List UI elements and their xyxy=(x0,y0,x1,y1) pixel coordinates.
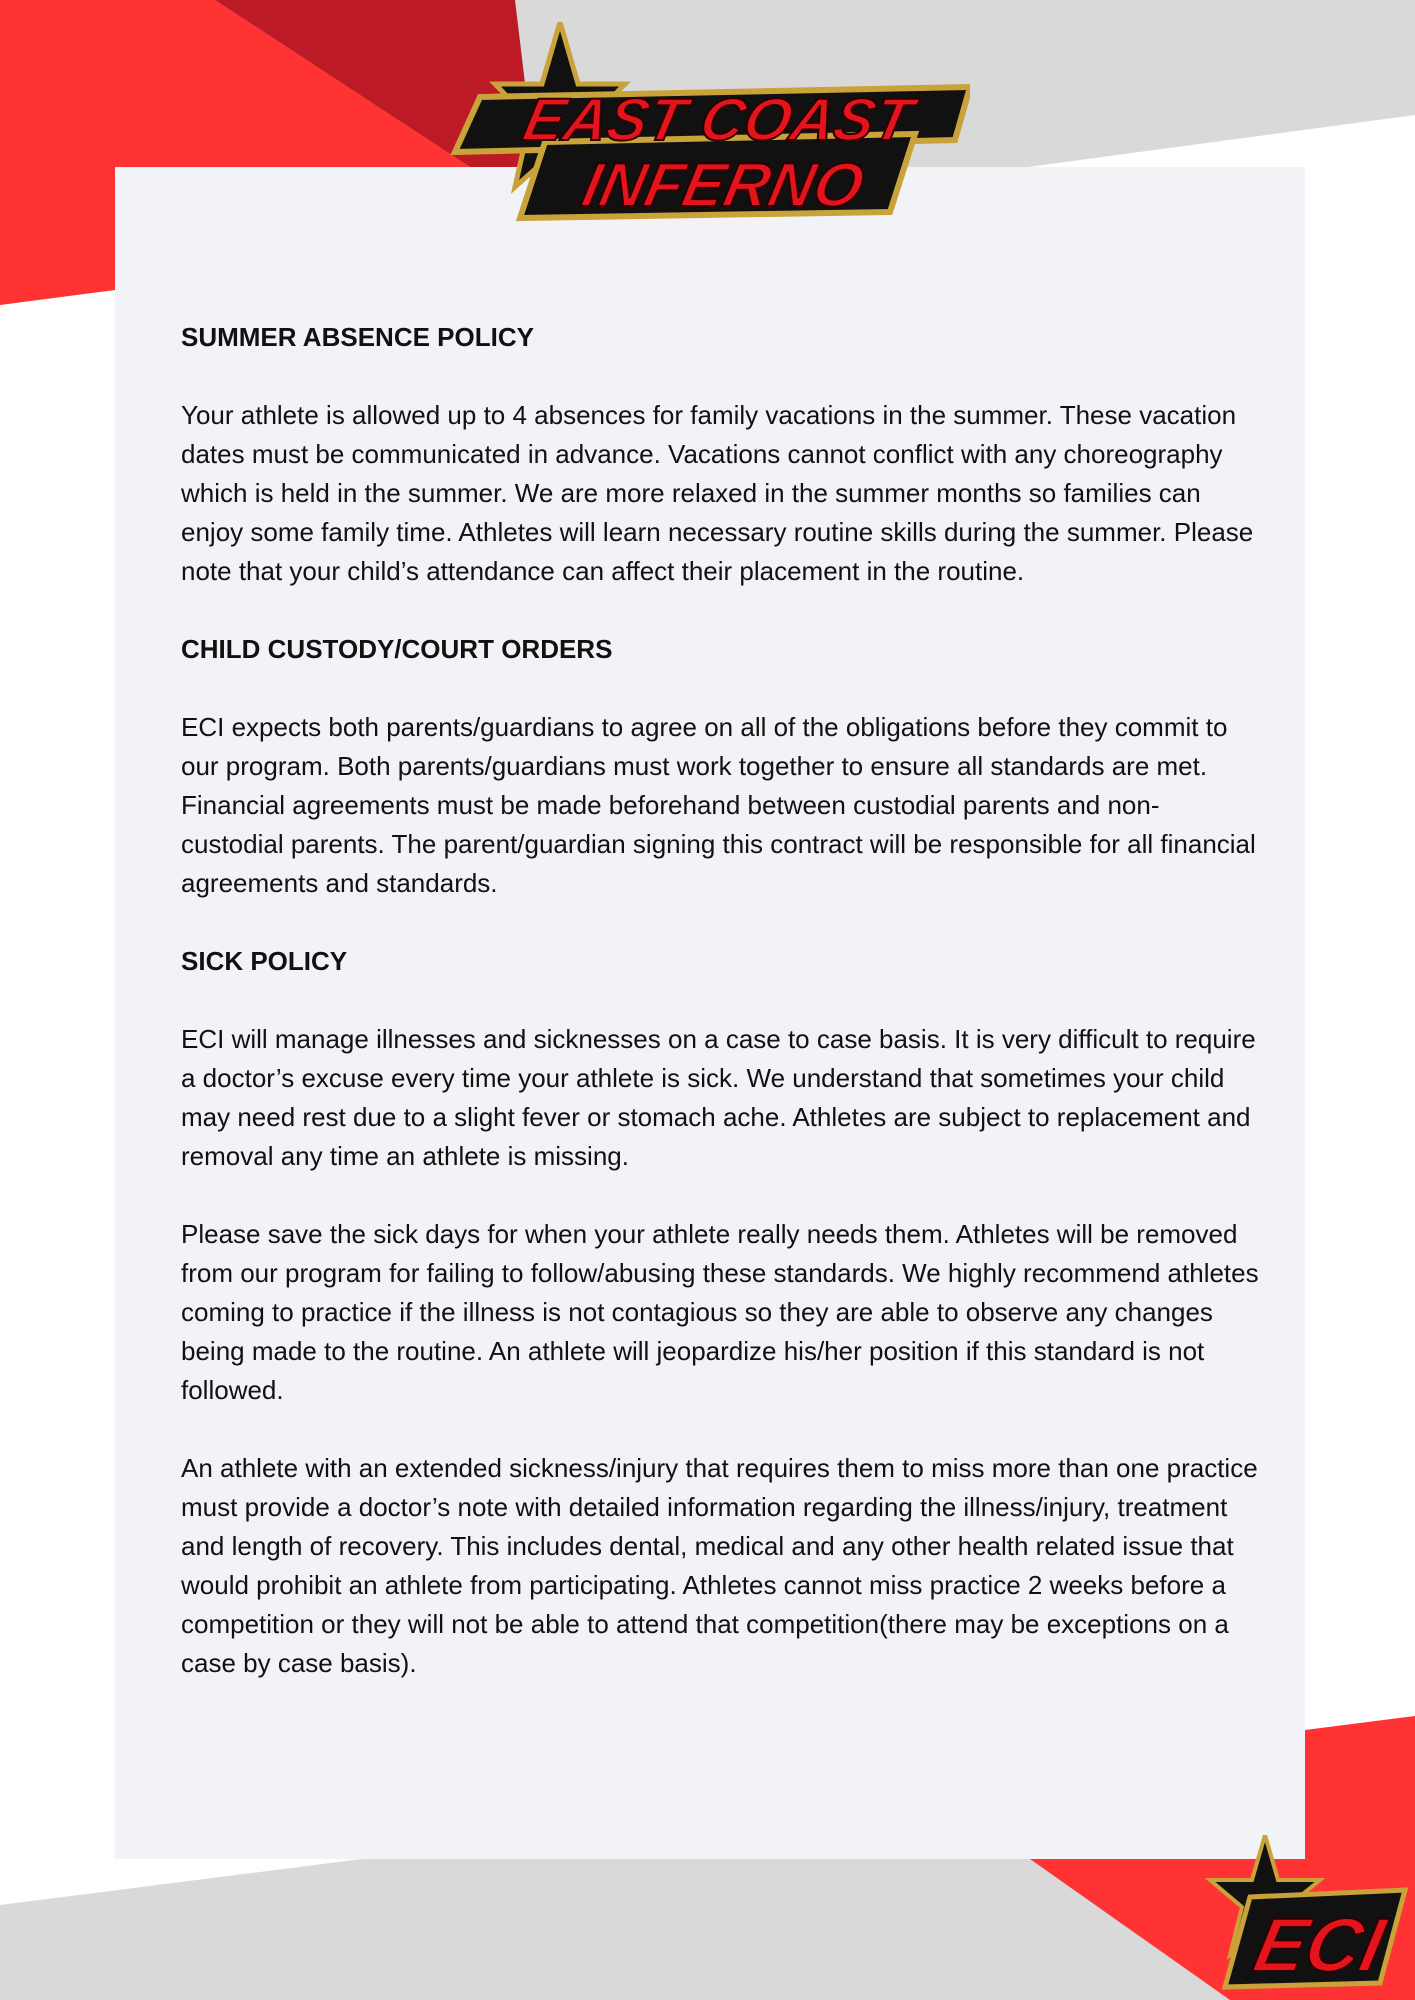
section-heading: CHILD CUSTODY/COURT ORDERS xyxy=(181,634,613,664)
section-sick-policy xyxy=(181,942,1261,1683)
eci-logo xyxy=(1190,1835,1410,1995)
policy-content xyxy=(181,318,1261,1722)
section-heading: SUMMER ABSENCE POLICY xyxy=(181,322,534,352)
section-paragraph: ECI expects both parents/guardians to agree on all of the obligations before they commit to our program. Both parents/guardians must work together to ensure all standards are met. Financial agreements must be made beforehand between custodial parents and non-custodial parents. The parent/guardian signing this contract will be responsible for all financial agreements and standards. xyxy=(181,712,1256,898)
eci-text: ECI xyxy=(1247,1902,1392,1988)
section-paragraph: Your athlete is allowed up to 4 absences for family vacations in the summer. These vacation dates must be communicated in advance. Vacations cannot conflict with any choreography which is held in the summer. We are more relaxed in the summer months so families can enjoy some family time. Athletes will learn necessary routine skills during the summer. Please note that your child’s attendance can affect their placement in the routine. xyxy=(181,400,1254,586)
logo-text-line2: INFERNO xyxy=(576,150,871,220)
section-paragraph: Please save the sick days for when your athlete really needs them. Athletes will be removed from our program for failing to follow/abusing these standards. We highly recommend athletes coming to practice if the illness is not contagious so they are able to observe any changes being made to the routine. An athlete will jeopardize his/her position if this standard is not followed. xyxy=(181,1219,1259,1405)
section-paragraph: ECI will manage illnesses and sicknesses on a case to case basis. It is very difficult to require a doctor’s excuse every time your athlete is sick. We understand that sometimes your child may need rest due to a slight fever or stomach ache. Athletes are subject to replacement and removal any time an athlete is missing. xyxy=(181,1024,1256,1171)
section-summer-absence xyxy=(181,318,1261,591)
section-child-custody xyxy=(181,630,1261,903)
east-coast-inferno-logo xyxy=(450,22,970,222)
logo-text-line1: EAST COAST xyxy=(517,85,919,153)
section-heading: SICK POLICY xyxy=(181,946,348,976)
section-paragraph: An athlete with an extended sickness/injury that requires them to miss more than one practice must provide a doctor’s note with detailed information regarding the illness/injury, treatment and length of recovery. This includes dental, medical and any other health related issue that would prohibit an athlete from participating. Athletes cannot miss practice 2 weeks before a competition or they will not be able to attend that competition(there may be exceptions on a case by case basis). xyxy=(181,1453,1258,1678)
